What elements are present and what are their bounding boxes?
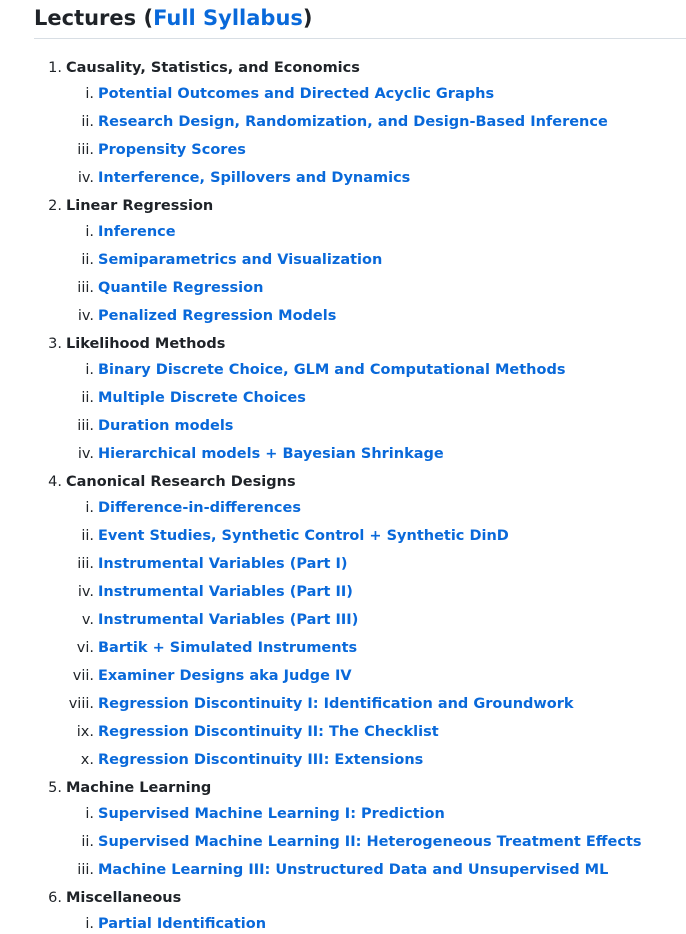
lecture-numeral: iii. bbox=[77, 280, 94, 296]
lecture-numeral: i. bbox=[85, 916, 94, 932]
lecture-section bbox=[0, 58, 686, 188]
lecture-link[interactable]: Inference bbox=[98, 224, 176, 240]
lecture-list bbox=[0, 216, 686, 326]
section-title: Likelihood Methods bbox=[66, 336, 226, 352]
lecture-list bbox=[0, 78, 686, 188]
lecture-link[interactable]: Regression Discontinuity I: Identification and Groundwork bbox=[98, 696, 574, 712]
full-syllabus-link[interactable]: Full Syllabus bbox=[153, 6, 303, 30]
lecture-item bbox=[0, 832, 686, 860]
section-title: Linear Regression bbox=[66, 198, 214, 214]
section-title: Machine Learning bbox=[66, 780, 212, 796]
lecture-item bbox=[0, 666, 686, 694]
lecture-item bbox=[0, 722, 686, 750]
lecture-item bbox=[0, 140, 686, 168]
section-number: 1. bbox=[48, 60, 62, 76]
lecture-item bbox=[0, 222, 686, 250]
lecture-numeral: iv. bbox=[77, 584, 94, 600]
lecture-numeral: ii. bbox=[81, 390, 94, 406]
lecture-item bbox=[0, 250, 686, 278]
lecture-numeral: i. bbox=[85, 806, 94, 822]
lecture-item bbox=[0, 278, 686, 306]
lecture-section bbox=[0, 888, 686, 934]
lecture-numeral: ii. bbox=[81, 834, 94, 850]
lecture-numeral: i. bbox=[85, 224, 94, 240]
lecture-link[interactable]: Instrumental Variables (Part I) bbox=[98, 556, 348, 572]
lecture-link[interactable]: Examiner Designs aka Judge IV bbox=[98, 668, 352, 684]
lecture-link[interactable]: Interference, Spillovers and Dynamics bbox=[98, 170, 411, 186]
lecture-section bbox=[0, 196, 686, 326]
lecture-item bbox=[0, 860, 686, 880]
section-header bbox=[0, 334, 686, 354]
lecture-link[interactable]: Research Design, Randomization, and Design-Based Inference bbox=[98, 114, 608, 130]
lecture-item bbox=[0, 582, 686, 610]
lecture-link[interactable]: Machine Learning III: Unstructured Data and Unsupervised ML bbox=[98, 862, 609, 878]
lecture-item bbox=[0, 914, 686, 934]
lecture-numeral: iv. bbox=[77, 170, 94, 186]
lecture-link[interactable]: Hierarchical models + Bayesian Shrinkage bbox=[98, 446, 444, 462]
section-number: 4. bbox=[48, 474, 62, 490]
lecture-link[interactable]: Quantile Regression bbox=[98, 280, 264, 296]
lecture-numeral: iv. bbox=[77, 308, 94, 324]
lecture-link[interactable]: Duration models bbox=[98, 418, 234, 434]
page-title bbox=[34, 4, 313, 32]
lecture-outline bbox=[0, 58, 686, 934]
lecture-item bbox=[0, 498, 686, 526]
heading-prefix: Lectures ( bbox=[34, 6, 154, 30]
lecture-item bbox=[0, 804, 686, 832]
lecture-numeral: iv. bbox=[77, 446, 94, 462]
lecture-numeral: ix. bbox=[76, 724, 94, 740]
lecture-link[interactable]: Instrumental Variables (Part III) bbox=[98, 612, 359, 628]
lecture-section bbox=[0, 472, 686, 770]
lecture-numeral: iii. bbox=[77, 142, 94, 158]
lecture-item bbox=[0, 694, 686, 722]
section-title: Canonical Research Designs bbox=[66, 474, 296, 490]
lecture-item bbox=[0, 444, 686, 464]
lecture-link[interactable]: Supervised Machine Learning II: Heterogeneous Treatment Effects bbox=[98, 834, 642, 850]
section-number: 2. bbox=[48, 198, 62, 214]
lecture-numeral: i. bbox=[85, 86, 94, 102]
lecture-numeral: vi. bbox=[76, 640, 94, 656]
lecture-link[interactable]: Bartik + Simulated Instruments bbox=[98, 640, 358, 656]
lecture-link[interactable]: Regression Discontinuity II: The Checklist bbox=[98, 724, 439, 740]
lecture-numeral: iii. bbox=[77, 862, 94, 878]
lecture-numeral: x. bbox=[80, 752, 94, 768]
lecture-numeral: ii. bbox=[81, 252, 94, 268]
lecture-numeral: ii. bbox=[81, 114, 94, 130]
lecture-numeral: i. bbox=[85, 362, 94, 378]
lecture-link[interactable]: Event Studies, Synthetic Control + Synthetic DinD bbox=[98, 528, 509, 544]
section-number: 3. bbox=[48, 336, 62, 352]
lecture-link[interactable]: Semiparametrics and Visualization bbox=[98, 252, 383, 268]
lecture-item bbox=[0, 526, 686, 554]
lecture-link[interactable]: Propensity Scores bbox=[98, 142, 246, 158]
lecture-numeral: iii. bbox=[77, 418, 94, 434]
lecture-link[interactable]: Regression Discontinuity III: Extensions bbox=[98, 752, 424, 768]
lecture-link[interactable]: Partial Identification bbox=[98, 916, 267, 932]
section-header bbox=[0, 888, 686, 908]
lecture-link[interactable]: Potential Outcomes and Directed Acyclic Graphs bbox=[98, 86, 495, 102]
lecture-numeral: iii. bbox=[77, 556, 94, 572]
lecture-numeral: ii. bbox=[81, 528, 94, 544]
lecture-link[interactable]: Binary Discrete Choice, GLM and Computational Methods bbox=[98, 362, 566, 378]
heading-suffix: ) bbox=[302, 6, 313, 30]
lecture-section bbox=[0, 334, 686, 464]
section-number: 6. bbox=[48, 890, 62, 906]
lecture-item bbox=[0, 168, 686, 188]
lecture-list bbox=[0, 908, 686, 934]
lecture-item bbox=[0, 750, 686, 770]
lecture-link[interactable]: Difference-in-differences bbox=[98, 500, 301, 516]
lecture-link[interactable]: Penalized Regression Models bbox=[98, 308, 337, 324]
lecture-list bbox=[0, 354, 686, 464]
section-header bbox=[0, 58, 686, 78]
lecture-numeral: vii. bbox=[72, 668, 94, 684]
lecture-numeral: viii. bbox=[68, 696, 94, 712]
lecture-list bbox=[0, 798, 686, 880]
heading-divider bbox=[34, 38, 686, 39]
lecture-section bbox=[0, 778, 686, 880]
lecture-item bbox=[0, 360, 686, 388]
lecture-item bbox=[0, 388, 686, 416]
section-header bbox=[0, 196, 686, 216]
lecture-numeral: i. bbox=[85, 500, 94, 516]
lecture-link[interactable]: Multiple Discrete Choices bbox=[98, 390, 306, 406]
lecture-numeral: v. bbox=[81, 612, 94, 628]
lecture-item bbox=[0, 84, 686, 112]
section-title: Miscellaneous bbox=[66, 890, 182, 906]
lecture-item bbox=[0, 416, 686, 444]
lecture-link[interactable]: Instrumental Variables (Part II) bbox=[98, 584, 353, 600]
lecture-item bbox=[0, 638, 686, 666]
section-title: Causality, Statistics, and Economics bbox=[66, 60, 360, 76]
lecture-item bbox=[0, 306, 686, 326]
section-header bbox=[0, 778, 686, 798]
lecture-item bbox=[0, 112, 686, 140]
lecture-item bbox=[0, 610, 686, 638]
section-number: 5. bbox=[48, 780, 62, 796]
lecture-item bbox=[0, 554, 686, 582]
lecture-link[interactable]: Supervised Machine Learning I: Prediction bbox=[98, 806, 445, 822]
lecture-list bbox=[0, 492, 686, 770]
section-header bbox=[0, 472, 686, 492]
